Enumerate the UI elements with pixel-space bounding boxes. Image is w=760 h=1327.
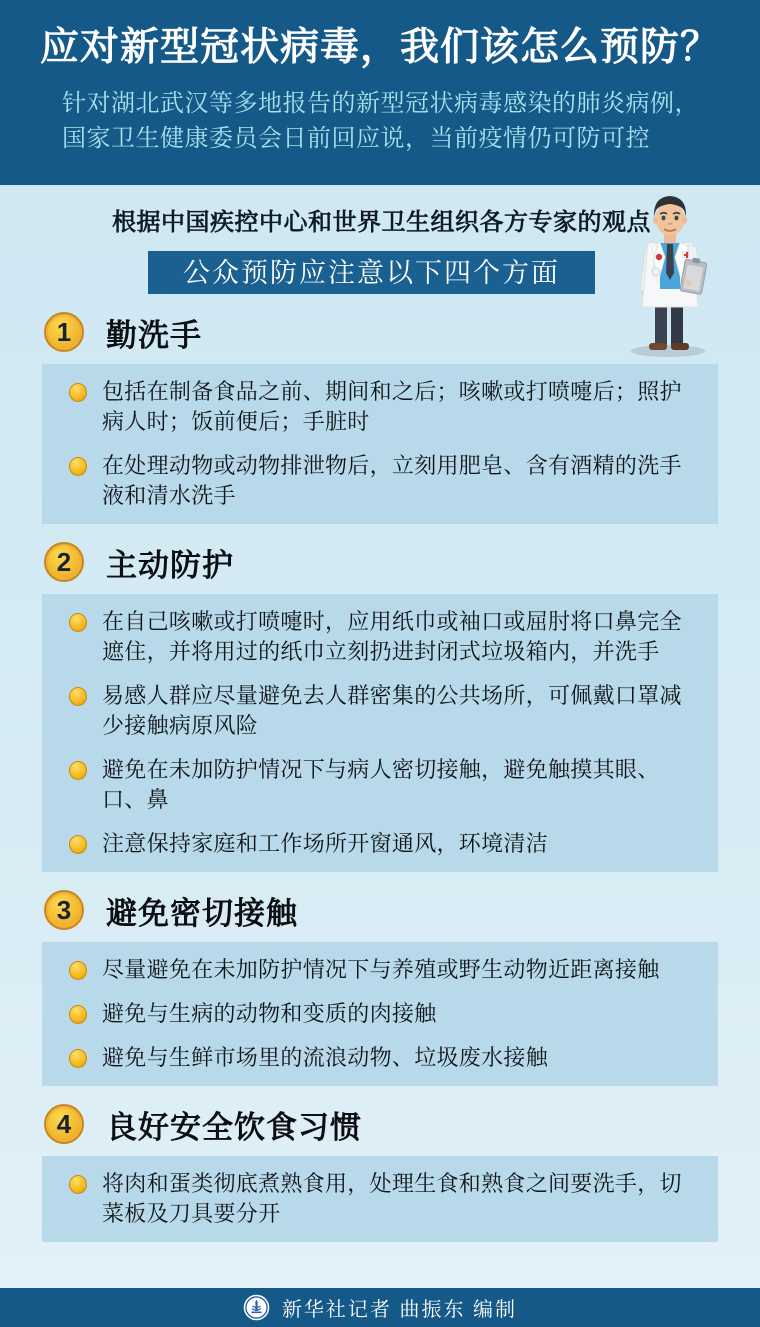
banner-title: 公众预防应注意以下四个方面	[148, 251, 595, 294]
bullet-text: 尽量避免在未加防护情况下与养殖或野生动物近距离接触	[102, 957, 660, 982]
section-3-panel	[42, 942, 718, 1086]
section-3-header	[44, 888, 760, 932]
bullet-icon	[69, 1005, 87, 1024]
footer-credit: 新华社记者 曲振东 编制	[281, 1299, 518, 1321]
header	[0, 0, 760, 185]
bullet-text: 注意保持家庭和工作场所开窗通风，环境清洁	[102, 831, 549, 856]
list-item	[42, 955, 692, 985]
bullet-text: 在自己咳嗽或打喷嚏时，应用纸巾或袖口或屈肘将口鼻完全遮住，并将用过的纸巾立刻扔进封闭式垃圾箱内，并洗手	[102, 609, 682, 664]
footer	[0, 1288, 760, 1327]
list-item	[42, 377, 692, 437]
bullet-text: 在处理动物或动物排泄物后，立刻用肥皂、含有酒精的洗手液和清水洗手	[102, 453, 682, 508]
bullet-icon	[69, 1049, 87, 1068]
section-1-panel	[42, 364, 718, 524]
bullet-icon	[69, 1175, 87, 1194]
content-area	[0, 185, 760, 1242]
bullet-text: 避免在未加防护情况下与病人密切接触，避免触摸其眼、口、鼻	[102, 757, 660, 812]
intro-text: 根据中国疾控中心和世界卫生组织各方专家的观点	[112, 209, 651, 236]
bullet-icon	[69, 961, 87, 980]
doctor-cartoon-icon	[622, 187, 720, 359]
list-item	[42, 1043, 692, 1073]
bullet-icon	[69, 383, 87, 402]
doctor-illustration	[622, 187, 720, 359]
section-number-badge: 4	[44, 1104, 84, 1144]
bullet-icon	[69, 835, 87, 854]
xinhua-logo-icon	[243, 1294, 270, 1321]
section-4-title: 良好安全饮食习惯	[106, 1109, 362, 1145]
page-title: 应对新型冠状病毒，我们该怎么预防？	[39, 26, 720, 69]
bullet-text: 易感人群应尽量避免去人群密集的公共场所，可佩戴口罩减少接触病原风险	[102, 683, 682, 738]
list-item	[42, 607, 692, 667]
list-item	[42, 451, 692, 511]
list-item	[42, 681, 692, 741]
bullet-text: 避免与生病的动物和变质的肉接触	[102, 1001, 437, 1026]
subtitle-line-2: 国家卫生健康委员会日前回应说，当前疫情仍可防可控	[62, 125, 650, 152]
section-2-panel	[42, 594, 718, 872]
section-number-badge: 2	[44, 542, 84, 582]
section-number-badge: 1	[44, 312, 84, 352]
list-item	[42, 999, 692, 1029]
bullet-text: 避免与生鲜市场里的流浪动物、垃圾废水接触	[102, 1045, 549, 1070]
section-number-badge: 3	[44, 890, 84, 930]
bullet-icon	[69, 687, 87, 706]
section-2-header	[44, 540, 760, 584]
bullet-text: 将肉和蛋类彻底煮熟食用，处理生食和熟食之间要洗手，切菜板及刀具要分开	[102, 1171, 682, 1226]
bullet-text: 包括在制备食品之前、期间和之后；咳嗽或打喷嚏后；照护病人时；饭前便后；手脏时	[102, 379, 682, 434]
list-item	[42, 829, 692, 859]
section-3-title: 避免密切接触	[106, 895, 298, 931]
bullet-icon	[69, 761, 87, 780]
header-subtitle	[62, 86, 760, 156]
subtitle-line-1: 针对湖北武汉等多地报告的新型冠状病毒感染的肺炎病例，	[62, 90, 699, 117]
list-item	[42, 1169, 692, 1229]
section-4-panel	[42, 1156, 718, 1242]
list-item	[42, 755, 692, 815]
section-4-header	[44, 1102, 760, 1146]
section-1-title: 勤洗手	[106, 317, 202, 353]
bullet-icon	[69, 613, 87, 632]
section-2-title: 主动防护	[106, 547, 234, 583]
bullet-icon	[69, 457, 87, 476]
